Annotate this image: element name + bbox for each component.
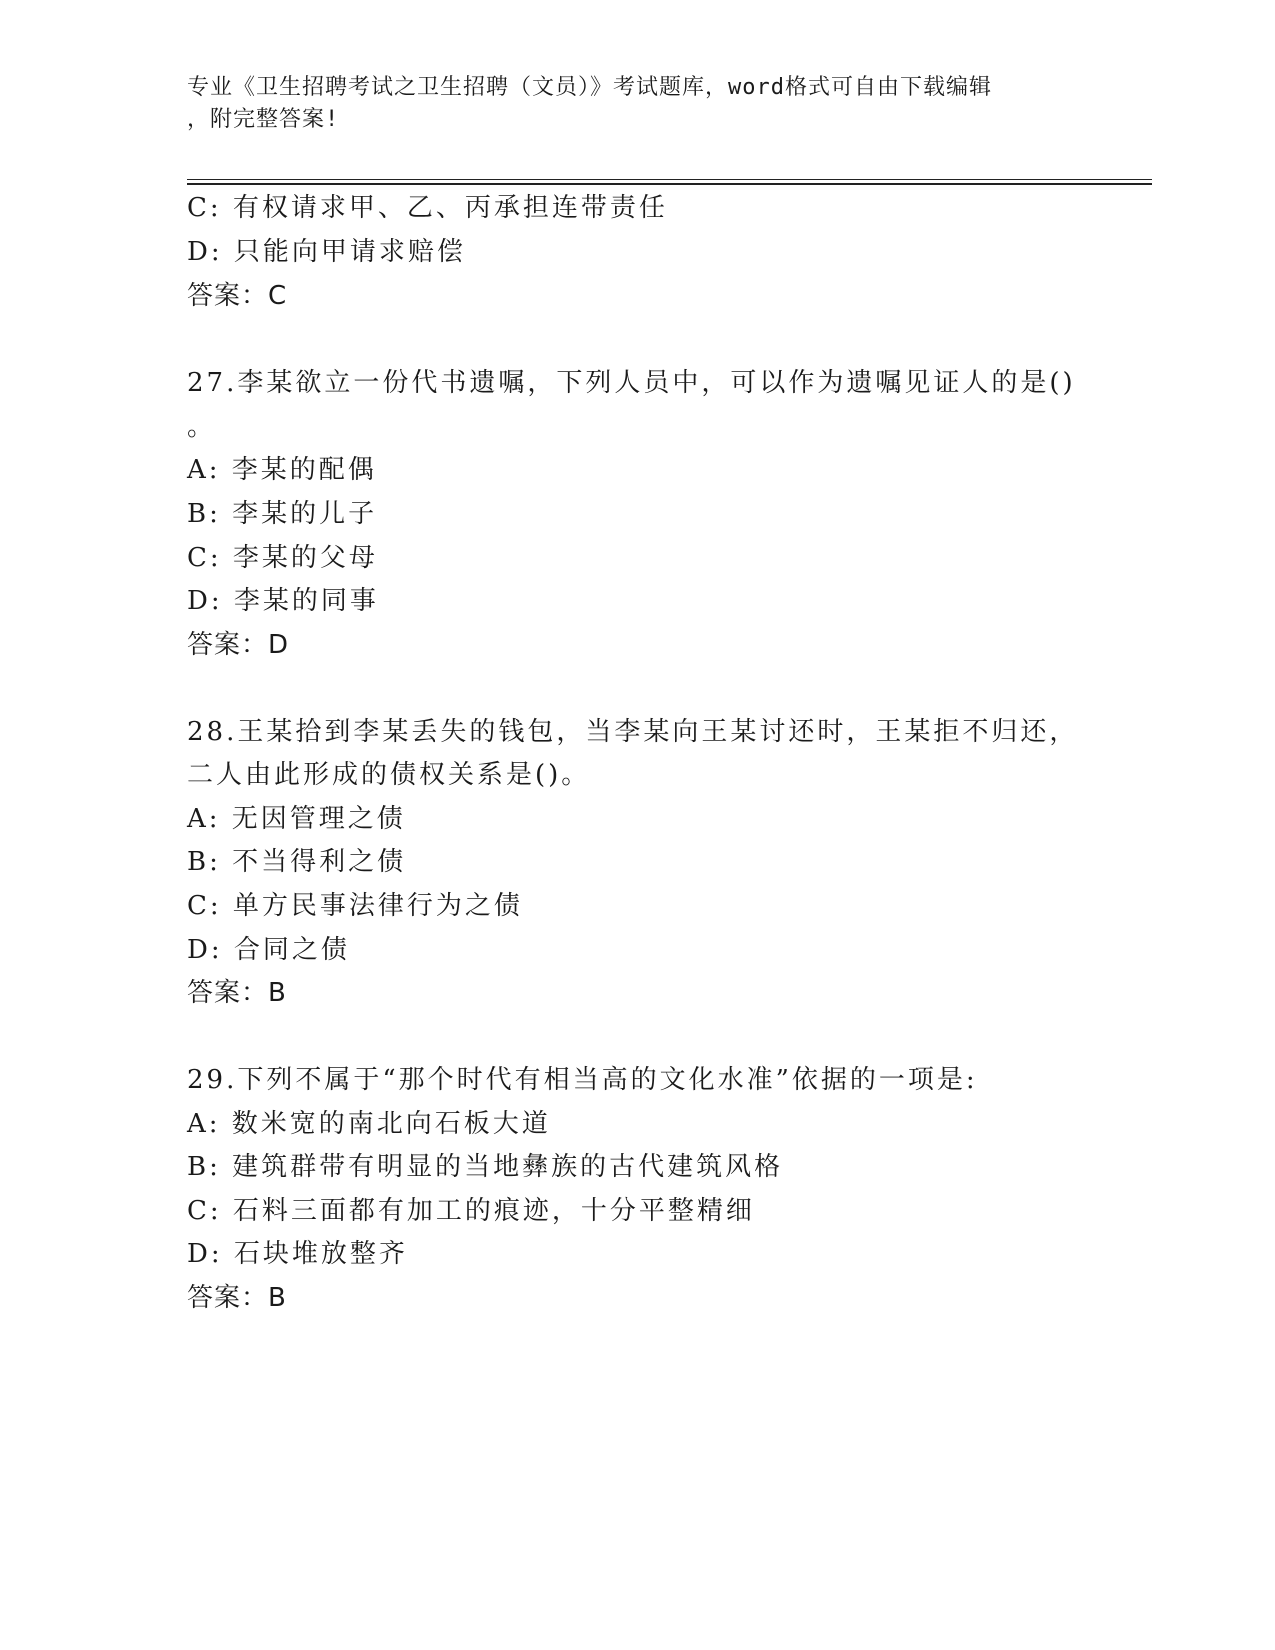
q29-option-c: C: 石料三面都有加工的痕迹，十分平整精细 (187, 1196, 755, 1226)
q27-option-a: A: 李某的配偶 (187, 455, 377, 485)
q27-answer: 答案：D (187, 630, 290, 660)
header-line-1: 专业《卫生招聘考试之卫生招聘（文员）》考试题库，word格式可自由下载编辑 (187, 75, 992, 100)
q28-stem-cont: 二人由此形成的债权关系是()。 (187, 760, 591, 790)
q29-option-a: A: 数米宽的南北向石板大道 (187, 1109, 551, 1139)
q28-stem: 28.王某拾到李某丢失的钱包，当李某向王某讨还时，王某拒不归还， (187, 717, 1079, 747)
q28-option-c: C: 单方民事法律行为之债 (187, 891, 523, 921)
q28-answer: 答案：B (187, 978, 287, 1008)
q29-answer: 答案：B (187, 1283, 287, 1313)
q28-option-d: D: 合同之债 (187, 935, 350, 965)
q29-stem: 29.下列不属于“那个时代有相当高的文化水准”依据的一项是: (187, 1065, 978, 1095)
q26-option-d: D: 只能向甲请求赔偿 (187, 237, 466, 267)
header-rule-bottom (187, 183, 1152, 185)
header-rule-top (187, 179, 1152, 180)
q27-stem-cont: 。 (187, 412, 217, 442)
header-line-2: ，附完整答案! (187, 107, 340, 132)
q29-option-b: B: 建筑群带有明显的当地彝族的古代建筑风格 (187, 1152, 784, 1182)
q27-option-d: D: 李某的同事 (187, 586, 379, 616)
q28-option-b: B: 不当得利之债 (187, 847, 407, 877)
q26-answer: 答案：C (187, 281, 288, 311)
q29-option-d: D: 石块堆放整齐 (187, 1239, 408, 1269)
q26-option-c: C: 有权请求甲、乙、丙承担连带责任 (187, 193, 668, 223)
q27-option-c: C: 李某的父母 (187, 543, 378, 573)
q27-stem: 27.李某欲立一份代书遗嘱，下列人员中，可以作为遗嘱见证人的是() (187, 368, 1076, 398)
q27-option-b: B: 李某的儿子 (187, 499, 378, 529)
q28-option-a: A: 无因管理之债 (187, 804, 406, 834)
document-header (187, 72, 1067, 136)
